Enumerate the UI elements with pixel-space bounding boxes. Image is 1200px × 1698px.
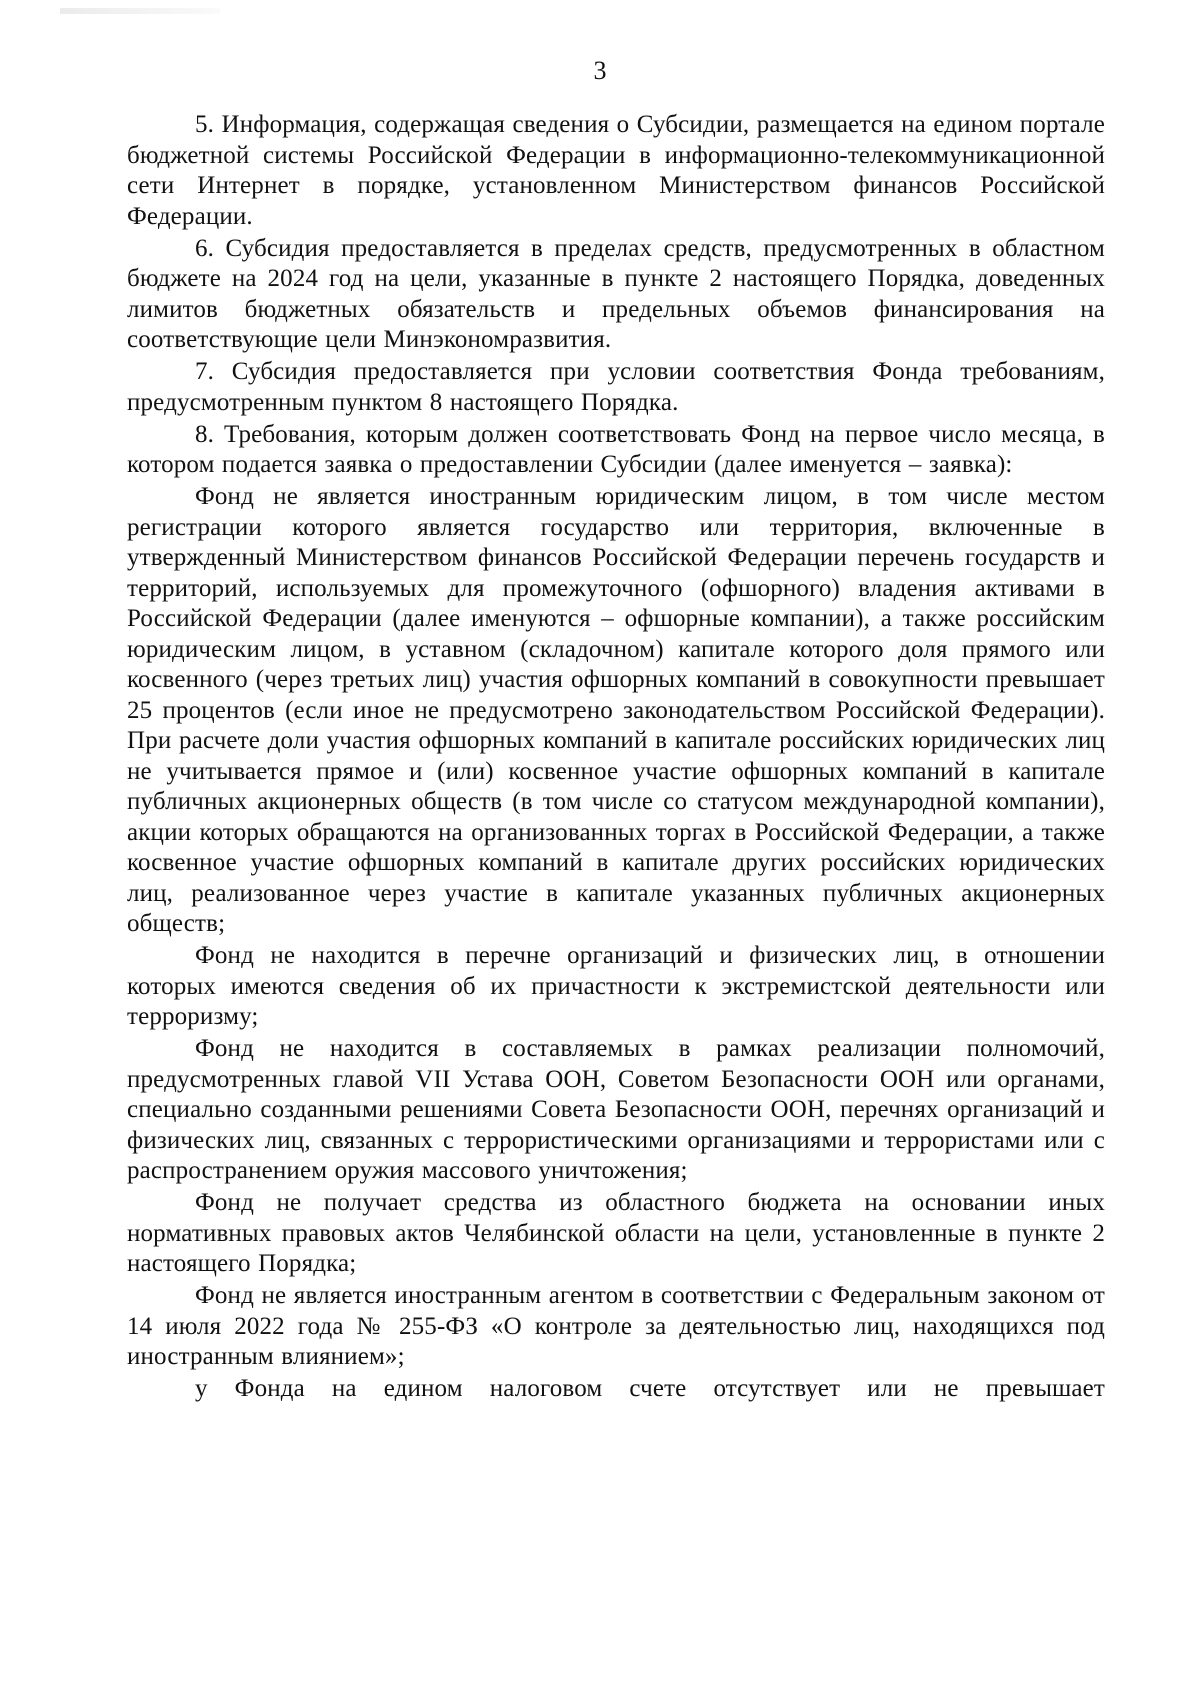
requirement-offshore: Фонд не является иностранным юридическим лицом, в том числе местом регистрации которого является государство или территория, включенные в утвержденный Министерством финансов Российской Федерации перечень государств и территорий, используемых для промежуточного (офшорного) владения активами в Российской Федерации (далее именуются – офшорные компании), а также российским юридическим лицом, в уставном (складочном) капитале которого доля прямого или косвенного (через третьих лиц) участия офшорных компаний в совокупности превышает 25 процентов (если иное не предусмотрено законодательством Российской Федерации). При расчете доли участия офшорных компаний в капитале российских юридических лиц не учитывается прямое и (или) косвенное участие офшорных компаний в капитале публичных акционерных обществ (в том числе со статусом международной компании), акции которых обращаются на организованных торгах в Российской Федерации, а также косвенное участие офшорных компаний в капитале других российских юридических лиц, реализованное через участие в капитале указанных публичных акционерных обществ; [127,483,1105,937]
requirement-foreign-agent: Фонд не является иностранным агентом в соответствии с Федеральным законом от 14 июля 2022 года № 255-ФЗ «О контроле за деятельностью лиц, находящихся под иностранным влиянием»; [127,1282,1105,1370]
scan-artifact [60,8,220,14]
requirement-un-lists: Фонд не находится в составляемых в рамках реализации полномочий, предусмотренных главой VII Устава ООН, Советом Безопасности ООН или органами, специально созданными решениями Совета Безопасности ООН, перечнях организаций и физических лиц, связанных с террористическими организациями и террористами или с распространением оружия массового уничтожения; [127,1035,1105,1184]
paragraph-8: 8. Требования, которым должен соответствовать Фонд на первое число месяца, в котором подается заявка о предоставлении Субсидии (далее именуется – заявка): [127,420,1105,478]
requirement-extremism: Фонд не находится в перечне организаций и физических лиц, в отношении которых имеются сведения об их причастности к экстремистской деятельности или терроризму; [127,942,1105,1030]
page-number: 3 [593,56,607,85]
requirement-other-funding: Фонд не получает средства из областного бюджета на основании иных нормативных правовых актов Челябинской области на цели, установленные в пункте 2 настоящего Порядка; [127,1189,1105,1277]
requirement-tax-account: у Фонда на едином налоговом счете отсутствует или не превышает [195,1375,1105,1402]
document-body [127,110,1105,1406]
paragraph-7: 7. Субсидия предоставляется при условии соответствия Фонда требованиям, предусмотренным пунктом 8 настоящего Порядка. [127,358,1105,416]
paragraph-5: 5. Информация, содержащая сведения о Субсидии, размещается на едином портале бюджетной системы Российской Федерации в информационно-телекоммуникационной сети Интернет в порядке, установленном Министерством финансов Российской Федерации. [127,111,1105,230]
paragraph-6: 6. Субсидия предоставляется в пределах средств, предусмотренных в областном бюджете на 2024 год на цели, указанные в пункте 2 настоящего Порядка, доведенных лимитов бюджетных обязательств и предельных объемов финансирования на соответствующие цели Минэкономразвития. [127,234,1105,353]
